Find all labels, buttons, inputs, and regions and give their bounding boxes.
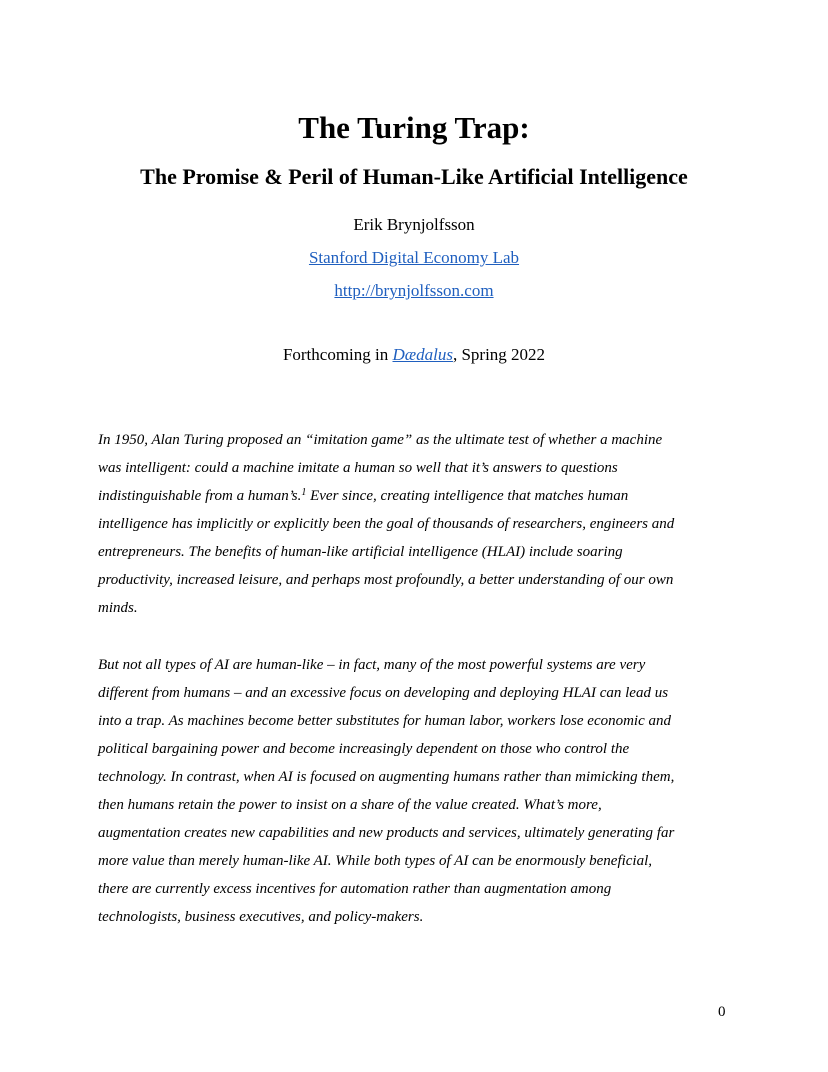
journal-link[interactable]: Dædalus	[392, 345, 453, 364]
text-line: there are currently excess incentives for automation rather than augmentation among	[98, 881, 612, 897]
paper-title: The Turing Trap:	[298, 110, 530, 145]
text-segment: Ever since, creating intelligence that matches human	[306, 488, 629, 504]
text-line: technologists, business executives, and policy-makers.	[98, 909, 424, 925]
text-line: more value than merely human-like AI. While both types of AI can be enormously beneficial,	[98, 853, 653, 869]
text-line: But not all types of AI are human-like – in fact, many of the most powerful systems are very	[98, 657, 646, 673]
text-line: political bargaining power and become increasingly dependent on those who control the	[98, 741, 630, 757]
author-name: Erik Brynjolfsson	[353, 215, 475, 234]
text-line: then humans retain the power to insist on a share of the value created. What’s more,	[98, 797, 602, 813]
page-number: 0	[718, 1004, 726, 1020]
abstract-paragraph-1	[98, 426, 738, 622]
text-line	[98, 482, 738, 510]
text-segment: indistinguishable from a human’s.	[98, 488, 302, 504]
text-line: was intelligent: could a machine imitate a human so well that it’s answers to questions	[98, 460, 618, 476]
footnote-marker[interactable]: 1	[301, 487, 307, 498]
text-line: entrepreneurs. The benefits of human-like artificial intelligence (HLAI) include soaring	[98, 544, 623, 560]
url-row	[0, 278, 828, 304]
homepage-link[interactable]: http://brynjolfsson.com	[334, 281, 494, 300]
forthcoming-prefix: Forthcoming in	[282, 345, 393, 364]
forthcoming-suffix: , Spring 2022	[452, 345, 546, 364]
abstract-paragraph-2	[98, 651, 738, 931]
text-line: productivity, increased leisure, and perhaps most profoundly, a better understanding of our own	[98, 572, 674, 588]
affiliation-row	[0, 245, 828, 271]
text-line: into a trap. As machines become better substitutes for human labor, workers lose economic and	[98, 713, 672, 729]
affiliation-link[interactable]: Stanford Digital Economy Lab	[308, 248, 520, 267]
text-line: minds.	[98, 600, 138, 616]
text-line: different from humans – and an excessive focus on developing and deploying HLAI can lead us	[98, 685, 669, 701]
text-line: augmentation creates new capabilities and new products and services, ultimately generating far	[98, 825, 675, 841]
paper-subtitle: The Promise & Peril of Human-Like Artificial Intelligence	[140, 164, 688, 189]
text-line: technology. In contrast, when AI is focused on augmenting humans rather than mimicking them,	[98, 769, 675, 785]
text-line: In 1950, Alan Turing proposed an “imitation game” as the ultimate test of whether a machine	[98, 432, 663, 448]
forthcoming-line	[0, 342, 828, 368]
text-line: intelligence has implicitly or explicitly been the goal of thousands of researchers, engineers and	[98, 516, 675, 532]
